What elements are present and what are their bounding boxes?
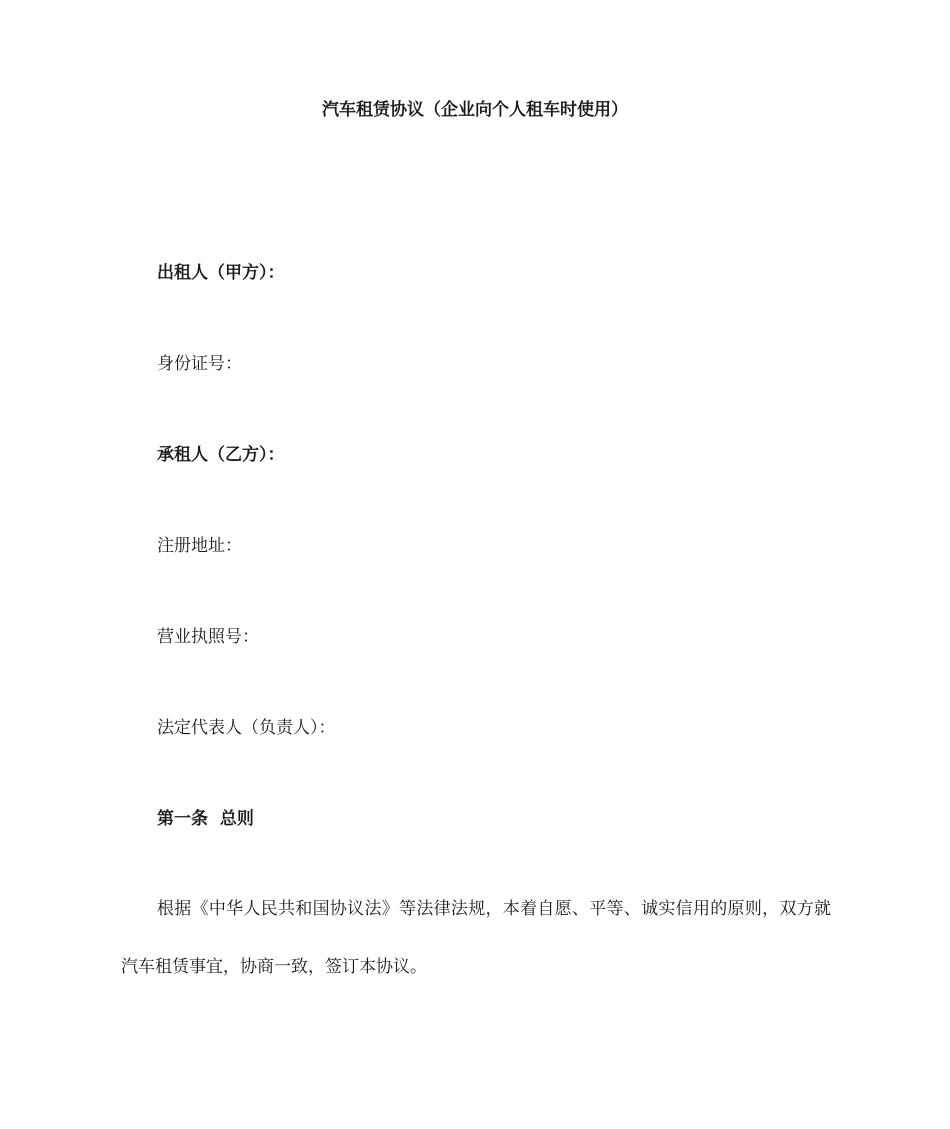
legal-representative-label: 法定代表人（负责人）： xyxy=(157,718,336,738)
document-title: 汽车租赁协议（企业向个人租车时使用） xyxy=(322,100,628,120)
article-one-body: 根据《中华人民共和国协议法》等法律法规，本着自愿、平等、诚实信用的原则，双方就汽车租赁事宜，协商一致，签订本协议。 xyxy=(121,899,831,977)
registered-address-label: 注册地址： xyxy=(157,536,242,556)
business-license-label: 营业执照号： xyxy=(157,627,259,647)
lessor-label: 出租人（甲方）： xyxy=(157,263,285,283)
lessee-label: 承租人（乙方）： xyxy=(157,445,285,465)
id-number-label: 身份证号： xyxy=(157,354,242,374)
article-one-heading: 第一条 总则 xyxy=(157,809,254,829)
